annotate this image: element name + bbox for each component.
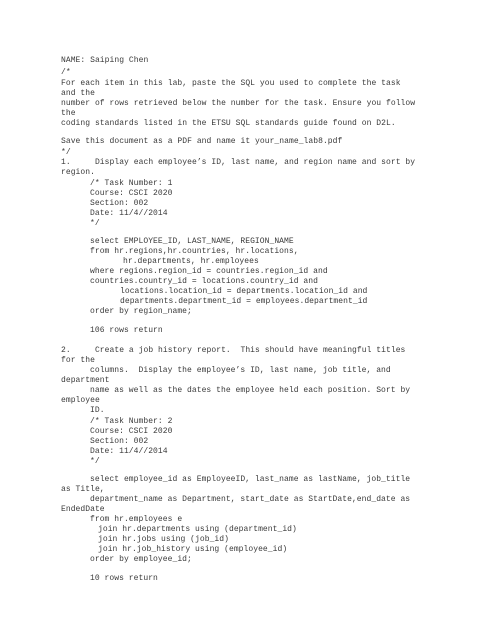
task-1-sql-line: locations.location_id = departments.location_id and [120, 287, 368, 296]
task-2-result: 10 rows return [90, 574, 158, 583]
task-1-sql-line: hr.departments, hr.employees [123, 257, 259, 266]
task-2-sql-line: join hr.job_history using (employee_id) [98, 545, 288, 554]
task-2-comment-line: Date: 11/4//2014 [90, 447, 168, 456]
task-2-heading-continued: department [61, 376, 110, 385]
task-2-heading-continued: employee [61, 396, 100, 405]
instruction-line: number of rows retrieved below the number for the task. Ensure you follow [61, 99, 416, 108]
task-1-sql-line: select EMPLOYEE_ID, LAST_NAME, REGION_NAME [90, 237, 294, 246]
task-2-heading-continued: name as well as the dates the employee held each position. Sort by [90, 386, 411, 395]
task-2-comment-line: */ [90, 457, 100, 466]
instruction-line: coding standards listed in the ETSU SQL standards guide found on D2L. [61, 119, 396, 128]
instruction-line: For each item in this lab, paste the SQL you used to complete the task [61, 79, 401, 88]
task-1-sql-line: countries.country_id = locations.country_id and [90, 277, 318, 286]
comment-close-line: */ [61, 148, 71, 157]
task-2-sql-line: EndedDate [61, 505, 105, 514]
task-1-comment-line: Date: 11/4//2014 [90, 209, 168, 218]
task-2-sql-line: as Title, [61, 485, 105, 494]
task-2-sql-line: join hr.departments using (department_id) [98, 525, 297, 534]
instruction-line: and the [61, 89, 95, 98]
task-2-sql-line: from hr.employees e [90, 515, 183, 524]
task-2-comment-line: Course: CSCI 2020 [90, 427, 173, 436]
task-1-heading-continued: region. [61, 168, 95, 177]
task-1-sql-line: where regions.region_id = countries.region_id and [90, 267, 328, 276]
task-1-comment-line: */ [90, 219, 100, 228]
task-2-heading-continued: for the [61, 356, 95, 365]
task-2-sql-line: department_name as Department, start_date as StartDate,end_date as [90, 495, 411, 504]
task-1-comment-line: Course: CSCI 2020 [90, 189, 173, 198]
task-1-sql-line: order by region_name; [90, 307, 192, 316]
task-2-heading: 2. Create a job history report. This should have meaningful titles [61, 346, 406, 355]
task-1-heading: 1. Display each employee’s ID, last name, and region name and sort by [61, 158, 416, 167]
comment-open-line: /* [61, 68, 71, 77]
task-2-heading-continued: ID. [90, 406, 105, 415]
task-1-comment-line: /* Task Number: 1 [90, 179, 173, 188]
save-instruction-line: Save this document as a PDF and name it your_name_lab8.pdf [61, 137, 343, 146]
task-2-sql-line: join hr.jobs using (job_id) [98, 535, 229, 544]
task-2-comment-line: /* Task Number: 2 [90, 417, 173, 426]
task-1-comment-line: Section: 002 [90, 199, 149, 208]
instruction-line: the [61, 109, 76, 118]
task-1-result: 106 rows return [90, 326, 163, 335]
task-2-comment-line: Section: 002 [90, 437, 149, 446]
task-1-sql-line: departments.department_id = employees.department_id [120, 297, 368, 306]
task-2-sql-line: order by employee_id; [90, 555, 192, 564]
task-2-sql-line: select employee_id as EmployeeID, last_name as lastName, job_title [90, 475, 411, 484]
task-1-sql-line: from hr.regions,hr.countries, hr.locations, [90, 247, 299, 256]
task-2-heading-continued: columns. Display the employee’s ID, last name, job title, and [90, 366, 391, 375]
author-name-line: NAME: Saiping Chen [61, 56, 149, 65]
